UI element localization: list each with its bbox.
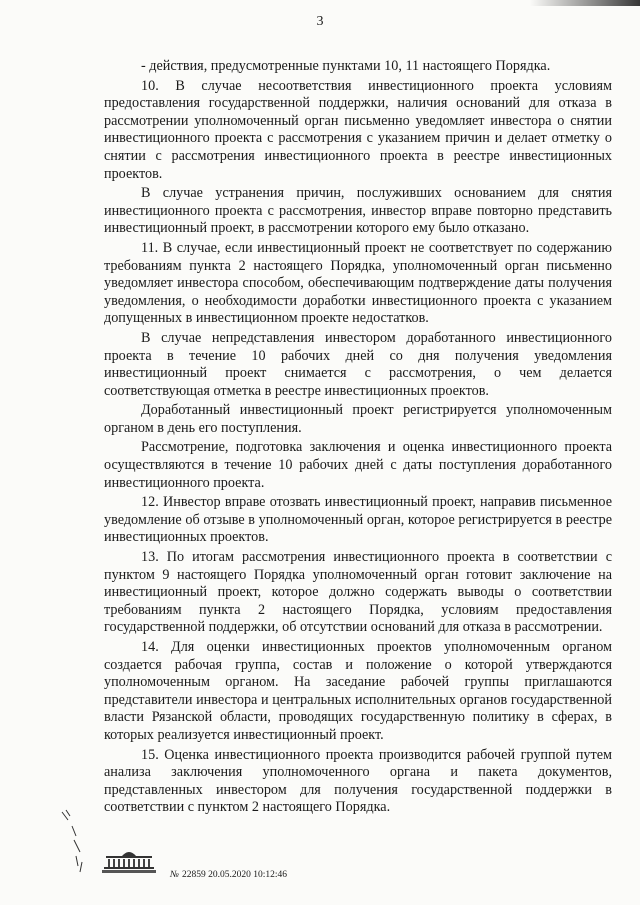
paragraph-11: 11. В случае, если инвестиционный проект не соответствует по содержанию требованиям пункта 2 настоящего Порядка, уполномоченный орган письменно уведомляет инвестора способом, обеспечивающим подтверждение даты получения уведомления, о необходимости доработки инвестиционного проекта с указанием допущенных в инвестиционном проекте недостатков. bbox=[104, 239, 612, 327]
document-footer bbox=[0, 848, 640, 905]
document-registration-stamp bbox=[170, 870, 287, 880]
number-mark: № bbox=[170, 870, 179, 880]
document-registration-info: 22859 20.05.2020 10:12:46 bbox=[181, 870, 287, 880]
document-body bbox=[104, 58, 612, 819]
paragraph-actions: - действия, предусмотренные пунктами 10, 11 настоящего Порядка. bbox=[141, 58, 551, 74]
page-number: 3 bbox=[316, 14, 324, 29]
paragraph-10-resubmit: В случае устранения причин, послуживших основанием для снятия инвестиционного проекта с рассмотрения, инвестор вправе повторно представить инвестиционный проект, в рассмотрении которого ему было отказано. bbox=[104, 185, 612, 237]
paragraph-12: 12. Инвестор вправе отозвать инвестиционный проект, направив письменное уведомление об отзыве в уполномоченный орган, которое регистрируется в реестре инвестиционных проектов. bbox=[104, 494, 612, 546]
paragraph-11-nonsubmission: В случае непредставления инвестором доработанного инвестиционного проекта в течение 10 рабочих дней со дня получения уведомления инвестиционный проект снимается с рассмотрения, о чем делается соответствующая отметка в реестре инвестиционных проектов. bbox=[104, 329, 612, 399]
government-building-icon bbox=[100, 848, 158, 874]
paragraph-13: 13. По итогам рассмотрения инвестиционного проекта в соответствии с пунктом 9 настоящего Порядка уполномоченный орган готовит заключение на инвестиционный проект, которое должно содержать выводы о соответствии требованиям пункта 2 настоящего Порядка, условиям предоставления государственной поддержки, об отсутствии оснований для отказа в рассмотрении. bbox=[104, 549, 612, 636]
paragraph-15: 15. Оценка инвестиционного проекта производится рабочей группой путем анализа заключения уполномоченного органа и пакета документов, представленных инвестором для получения государственной поддержки в соответствии с пунктом 2 настоящего Порядка. bbox=[104, 746, 612, 816]
paragraph-14: 14. Для оценки инвестиционных проектов уполномоченным органом создается рабочая группа, состав и положение о которой утверждаются уполномоченным органом. На заседание рабочей группы приглашаются представители инвестора и центральных исполнительных органов государственной власти Рязанской области, проводящих государственную политику в сферах, в которых реализуется инвестиционный проект. bbox=[104, 639, 612, 743]
paragraph-10: 10. В случае несоответствия инвестиционного проекта условиям предоставления государственной поддержки, наличия оснований для отказа в рассмотрении уполномоченный орган письменно уведомляет инвестора о снятии инвестиционного проекта с рассмотрения с указанием причин и делает отметку о снятии с рассмотрения инвестиционного проекта в реестре инвестиционных проектов. bbox=[104, 77, 612, 182]
paragraph-11-review: Рассмотрение, подготовка заключения и оценка инвестиционного проекта осуществляются в течение 10 рабочих дней с даты поступления доработанного инвестиционного проекта. bbox=[104, 439, 612, 491]
paragraph-11-registration: Доработанный инвестиционный проект регистрируется уполномоченным органом в день его поступления. bbox=[104, 402, 612, 436]
scan-edge-mark bbox=[530, 0, 640, 6]
